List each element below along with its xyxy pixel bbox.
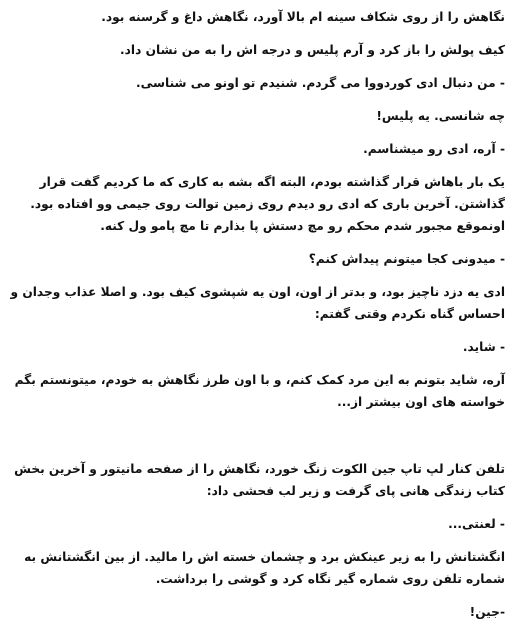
paragraph [10,369,505,413]
paragraph [10,6,505,28]
paragraph [10,39,505,61]
paragraph [10,546,505,590]
dialogue-line [10,601,505,623]
paragraph-text: آره، شاید بتونم به این مرد کمک کنم، و با اون طرز نگاهش به خودم، میتونستم بگم خواسته های اون بیشتر از... [14,373,505,409]
paragraph-text: کیف پولش را باز کرد و آرم پلیس و درجه اش را به من نشان داد. [120,43,505,57]
paragraph-text: تلفن کنار لپ تاپ جین الکوت زنگ خورد، نگاهش را از صفحه مانیتور و آخرین بخش کتاب زندگی هانی پای گرفت و زیر لب فحشی داد: [14,462,505,498]
dialogue-line [10,513,505,535]
paragraph-text: ادی یه دزد ناچیز بود، و بدتر از اون، اون یه شپشوی کیف بود. و اصلا عذاب وجدان و احساس گناه نکردم وقتی گفتم: [10,285,505,321]
paragraph-text: - میدونی کجا میتونم پیداش کنم؟ [308,252,505,266]
paragraph-text: -جین! [469,605,505,619]
paragraph-text: نگاهش را از روی شکاف سینه ام بالا آورد، نگاهش داغ و گرسنه بود. [101,10,505,24]
paragraph [10,105,505,127]
paragraph-text: - آره، ادی رو میشناسم. [363,142,505,156]
dialogue-line [10,248,505,270]
paragraph-text: - شاید. [462,340,505,354]
paragraph [10,171,505,237]
dialogue-line [10,138,505,160]
paragraph-text: چه شانسی. یه پلیس! [376,109,505,123]
paragraph-text: انگشتانش را به زیر عینکش برد و چشمان خسته اش را مالید. از بین انگشتانش به شماره تلفن روی شماره گیر نگاه کرد و گوشی را برداشت. [24,550,505,586]
paragraph [10,281,505,325]
paragraph-text: - لعنتی... [448,517,505,531]
paragraph-text: - من دنبال ادی کوردووا می گردم. شنیدم تو اونو می شناسی. [136,76,505,90]
paragraph [10,458,505,502]
paragraph-text: یک بار باهاش قرار گذاشته بودم، البته اگه بشه به کاری که ما کردیم گفت قرار گذاشتن. آخرین باری که ادی رو دیدم روی زمین توالت روی جیمی وو افتاده بود. اونموقع مجبور شدم محکم رو مچ دستش پا بذارم تا مچ پامو ول کنه. [30,175,505,233]
dialogue-line [10,336,505,358]
dialogue-line [10,72,505,94]
